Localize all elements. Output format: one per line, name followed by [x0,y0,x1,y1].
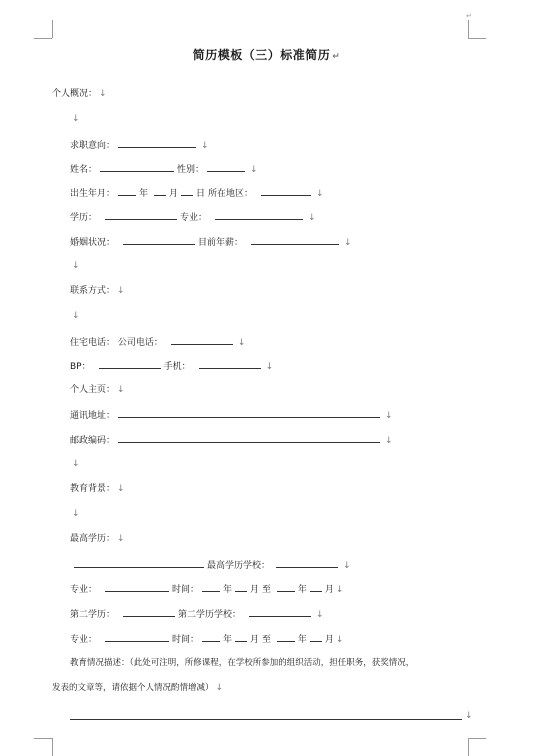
office-phone-field[interactable] [171,335,233,345]
year-label: 年 [223,635,233,645]
enter-mark: ↓ [316,610,324,620]
enter-mark: ↓ [72,114,80,124]
crop-mark-top-left-h [34,38,52,39]
enter-mark: ↓ [72,509,80,519]
phone-line [70,335,245,349]
salary-label: 目前年薪： [198,238,244,248]
birth-day-field[interactable] [181,186,193,196]
edu-background-heading [70,483,125,495]
major-time-line [70,582,343,596]
start-year-field[interactable] [202,632,220,642]
enter-mark: ↓ [465,711,473,721]
highest-school-label: 最高学历学校： [207,561,271,571]
highest-edu-heading [70,533,125,545]
start-year-field[interactable] [202,582,220,592]
name-label: 姓名： [70,165,98,175]
postcode-line [70,433,393,447]
name-line [70,162,258,176]
birth-year-field[interactable] [118,186,136,196]
year-label: 年 [297,635,307,645]
day-label: 日 [196,189,206,199]
bp-label: BP： [70,362,91,372]
office-phone-label: 公司电话： [117,338,163,348]
enter-mark: ↓ [265,362,274,372]
highest-school-line [74,558,351,572]
month-label: 月 [250,585,260,595]
address-field[interactable] [118,408,380,418]
enter-mark: ↓ [335,635,344,645]
empty-line [70,508,80,520]
contact-label: 联系方式： [70,286,116,296]
homepage-line [70,384,125,396]
end-month-field[interactable] [310,582,322,592]
enter-mark: ↓ [117,484,125,494]
edu-desc-line-1 [70,657,414,669]
start-month-field[interactable] [235,582,247,592]
crop-mark-bottom-left-v [52,738,53,756]
crop-mark-bottom-left-h [34,738,52,739]
education-label: 学历： [70,213,98,223]
major-time-line-2 [70,632,343,646]
personal-heading [52,88,107,100]
major-label: 专业： [180,213,208,223]
to-label: 至 [261,635,271,645]
second-school-label: 第二学历学校： [178,610,242,620]
year-label: 年 [223,585,233,595]
paragraph-mark: ↵ [332,52,341,62]
end-month-field[interactable] [310,632,322,642]
enter-mark: ↓ [343,561,351,571]
bp-line [70,359,273,373]
location-label: 所在地区： [207,189,253,199]
education-field[interactable] [105,210,177,220]
time-label: 时间： [172,635,200,645]
marital-label: 婚姻状况： [70,238,116,248]
enter-mark: ↓ [72,459,80,469]
major-label: 专业： [70,585,98,595]
postcode-field[interactable] [118,433,380,443]
month-label: 月 [324,585,334,595]
title-text: 简历模板（三）标准简历 [192,48,331,62]
enter-mark: ↓ [344,238,352,248]
enter-mark: ↓ [237,338,246,348]
enter-mark: ↓ [117,385,125,395]
name-field[interactable] [100,162,174,172]
salary-field[interactable] [251,235,339,245]
gender-label: 性别： [177,165,205,175]
enter-mark: ↓ [385,411,393,421]
birth-month-field[interactable] [154,186,166,196]
job-intent-label: 求职意向： [70,141,116,151]
job-intent-line [70,138,209,152]
edu-desc-text-2: 发表的文章等，请依据个人情况酌情增减） [52,683,214,693]
marital-line [70,235,352,249]
enter-mark: ↓ [72,261,80,271]
empty-line [70,458,80,470]
contact-heading [70,285,125,297]
edu-background-label: 教育背景： [70,484,116,494]
enter-mark: ↓ [117,534,125,544]
crop-mark-bottom-right-h [468,738,486,739]
major-field[interactable] [105,632,169,642]
enter-mark: ↓ [117,286,125,296]
second-school-field[interactable] [249,607,311,617]
enter-mark: ↓ [215,683,224,693]
highest-edu-label: 最高学历： [70,534,116,544]
major-field[interactable] [215,210,303,220]
location-field[interactable] [261,186,311,196]
major-field[interactable] [105,582,169,592]
postcode-label: 邮政编码： [70,436,116,446]
crop-mark-top-right-v [468,20,469,38]
corner-mark: ↵ [466,12,472,20]
empty-line [70,310,80,322]
homepage-label: 个人主页： [70,385,116,395]
document-title [0,46,533,63]
crop-mark-bottom-right-v [468,738,469,756]
highest-school-field[interactable] [276,558,338,568]
second-edu-line [70,607,324,621]
month-label: 月 [324,635,334,645]
birth-label: 出生年月： [70,189,116,199]
enter-mark: ↓ [99,89,107,99]
second-edu-field[interactable] [123,607,175,617]
second-edu-label: 第二学历： [70,610,116,620]
empty-line [70,113,80,125]
bp-field[interactable] [99,359,161,369]
start-month-field[interactable] [235,632,247,642]
edu-desc-field[interactable] [70,719,462,720]
home-phone-label: 住宅电话： [70,338,116,348]
marital-field[interactable] [123,235,195,245]
enter-mark: ↓ [72,311,80,321]
month-label: 月 [250,635,260,645]
mobile-field[interactable] [199,359,261,369]
year-label: 年 [139,189,149,199]
enter-mark: ↓ [335,585,344,595]
highest-edu-field[interactable] [74,558,204,568]
end-year-field[interactable] [277,582,295,592]
gender-field[interactable] [207,162,245,172]
end-mark-line [463,710,473,722]
major-label: 专业： [70,635,98,645]
birth-line [70,186,324,200]
enter-mark: ↓ [201,141,209,151]
education-line [70,210,316,224]
crop-mark-top-right-h [468,38,486,39]
enter-mark: ↓ [315,189,324,199]
mobile-label: 手机： [163,362,191,372]
enter-mark: ↓ [385,436,393,446]
year-label: 年 [297,585,307,595]
month-label: 月 [169,189,179,199]
address-label: 通讯地址： [70,411,116,421]
edu-desc-text-1: 教育情况描述：（此处可注明，所修课程，在学校所参加的组织活动，担任职务，获奖情况， [70,658,415,668]
enter-mark: ↓ [250,165,258,175]
crop-mark-top-left-v [52,20,53,38]
enter-mark: ↓ [308,213,316,223]
edu-desc-line-2 [52,682,223,694]
address-line [70,408,393,422]
personal-label: 个人概况： [52,89,98,99]
to-label: 至 [261,585,271,595]
job-intent-field[interactable] [118,138,196,148]
empty-line [70,260,80,272]
end-year-field[interactable] [277,632,295,642]
time-label: 时间： [172,585,200,595]
